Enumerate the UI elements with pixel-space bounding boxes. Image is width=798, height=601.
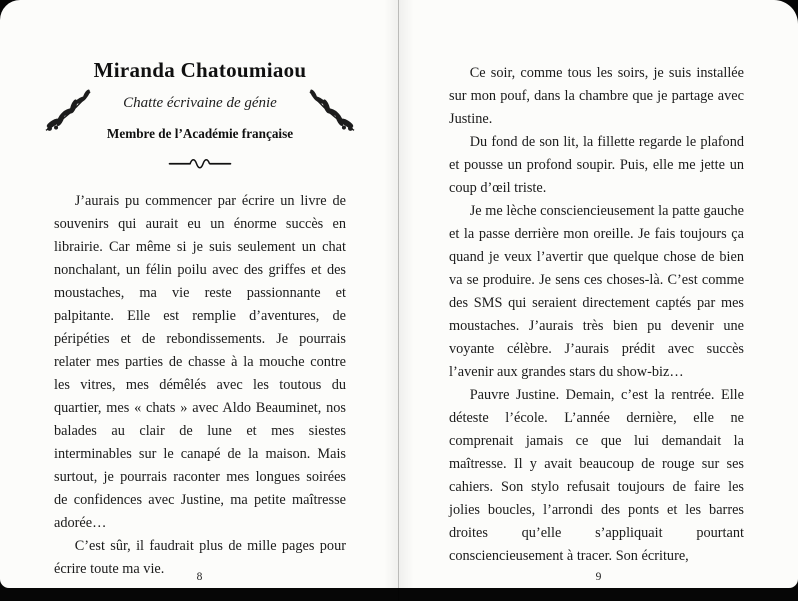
left-page — [0, 0, 399, 588]
body-text — [54, 190, 346, 581]
olive-branch-icon — [40, 88, 96, 134]
chapter-header — [54, 58, 346, 142]
paragraph: Pauvre Justine. Demain, c’est la rentrée. Elle déteste l’école. L’année dernière, elle ne comprenait jamais ce que lui demandait la maîtresse. Il y avait beaucoup de rouge sur ses cahiers. Son stylo refusait toujours de faire les jolies boucles, l’arrondi des ponts et les barres droites qu’elle s’appliquait pourtant consciencieusement à tracer. Son écriture, — [449, 387, 744, 564]
paragraph: Du fond de son lit, la fillette regarde le plafond et pousse un profond soupir. Puis, elle me jette un coup d’œil triste. — [449, 134, 744, 196]
paragraph: Je me lèche consciencieusement la patte gauche et la passe derrière mon oreille. Je fais toujours ça quand je veux l’avertir que quelque chose de bien va se produire. Je sens ces choses-là. C’est comme des SMS qui seraient directement captés par mes moustaches. J’aurais très bien pu devenir une voyante célèbre. J’aurais prédit avec succès l’avenir aux grandes stars du show-biz… — [449, 203, 744, 380]
paragraph: J’aurais pu commencer par écrire un livre de souvenirs qui aurait eu un énorme succès en librairie. Car même si je suis seulement un chat nonchalant, un félin poilu avec des griffes et des moustaches, ma vie reste passionnante et palpitante. Elle est remplie d’aventures, de péripéties et de rebondissements. Je pourrais relater mes parties de chasse à la mouche contre les vitres, mes démêlés avec les toutous du quartier, mes « chats » avec Aldo Beauminet, nos balades au clair de lune et mes siestes interminables sur le canapé de la maison. Mais surtout, je pourrais raconter mes longues soirées de confidences avec Justine, ma petite maîtresse adorée… — [54, 193, 346, 531]
affiliation-line: Membre de l’Académie française — [106, 126, 294, 141]
page-number: 9 — [595, 571, 602, 583]
body-text — [449, 62, 744, 568]
right-page — [399, 0, 798, 588]
page-title: Miranda Chatoumiaou — [93, 58, 307, 82]
olive-branch-icon — [304, 88, 360, 134]
paragraph: Ce soir, comme tous les soirs, je suis installée sur mon pouf, dans la chambre que je partage avec Justine. — [449, 65, 744, 127]
page-subtitle: Chatte écrivaine de génie — [123, 95, 277, 111]
paragraph: C’est sûr, il faudrait plus de mille pages pour écrire toute ma vie. — [54, 538, 346, 577]
page-number: 8 — [196, 571, 203, 583]
section-divider — [54, 156, 346, 174]
squiggle-flourish-icon — [168, 157, 232, 169]
